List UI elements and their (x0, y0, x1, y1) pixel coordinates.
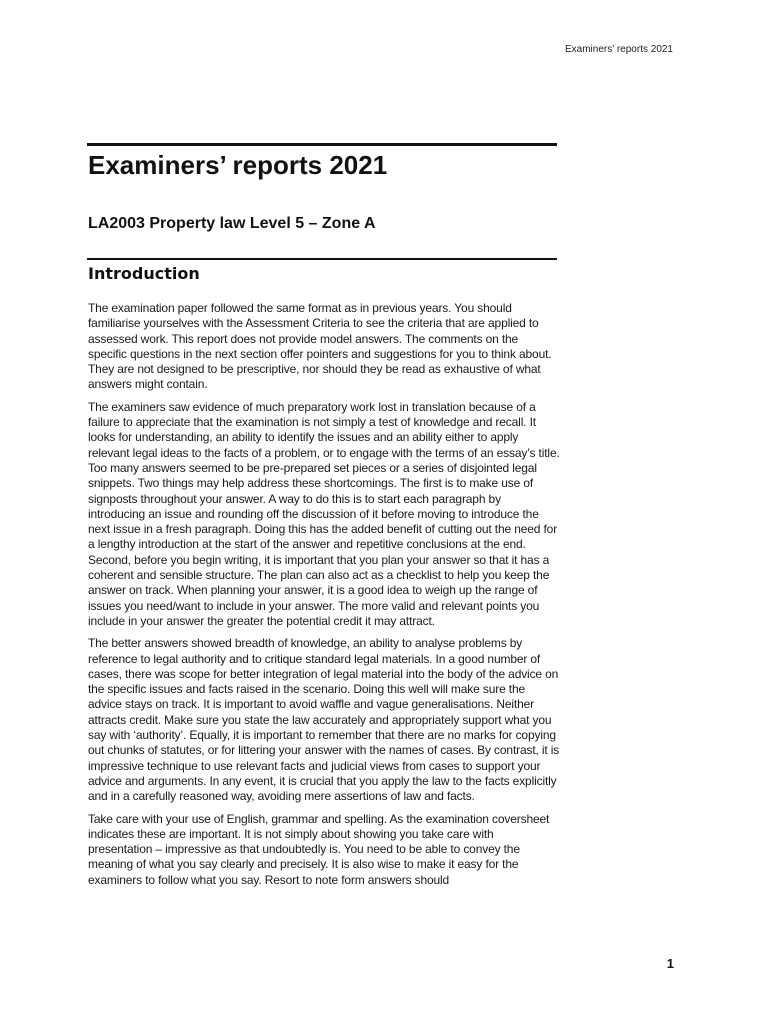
paragraph: The better answers showed breadth of knowledge, an ability to analyse problems by reference to legal authority and to critique standard legal materials. In a good number of cases, there was scope for better integration of legal material into the body of the advice on the specific issues and facts raised in the scenario. Doing this well will make sure the advice stays on track. It is important to avoid waffle and vague generalisations. Neither attracts credit. Make sure you state the law accurately and appropriately support what you say with ‘authority’. Equally, it is important to remember that there are no marks for copying out chunks of statutes, or for littering your answer with the names of cases. By contrast, it is impressive technique to use relevant facts and judicial views from cases to support your advice and arguments. In any event, it is crucial that you apply the law to the facts explicitly and in a carefully reasoned way, avoiding mere assertions of law and facts. (88, 636, 560, 804)
paragraph: Take care with your use of English, grammar and spelling. As the examination coversheet indicates these are important. It is not simply about showing you take care with presentation – impressive as that undoubtedly is. You need to be able to convey the meaning of what you say clearly and precisely. It is also wise to make it easy for the examiners to follow what you say. Resort to note form answers should (88, 811, 550, 887)
section-rule (87, 258, 557, 260)
running-header: Examiners’ reports 2021 (564, 44, 673, 55)
document-subtitle: LA2003 Property law Level 5 – Zone A (88, 215, 376, 232)
section-heading-introduction: Introduction (88, 264, 200, 283)
paragraph: The examiners saw evidence of much preparatory work lost in translation because of a failure to appreciate that the examination is not simply a test of knowledge and recall. It looks for understanding, an ability to identify the issues and an ability either to apply relevant legal ideas to the facts of a problem, or to engage with the terms of an essay’s title. Too many answers seemed to be pre-prepared set pieces or a series of disjointed legal snippets. Two things may help address these shortcomings. The first is to make use of signposts throughout your answer. A way to do this is to start each paragraph by introducing an issue and rounding off the discussion of it before moving to introduce the next issue in a fresh paragraph. Doing this has the added benefit of cutting out the need for a lengthy introduction at the start of the answer and repetitive conclusions at the end. Second, before you begin writing, it is important that you plan your answer so that it has a coherent and sensible structure. The plan can also act as a checklist to help you keep the answer on track. When planning your answer, it is a good idea to weigh up the range of issues you need/want to include in your answer. The more valid and relevant points you include in your answer the greater the potential credit it may attract. (88, 399, 560, 628)
title-top-rule (87, 143, 557, 146)
paragraph: The examination paper followed the same format as in previous years. You should familiarise yourselves with the Assessment Criteria to see the criteria that are applied to assessed work. This report does not provide model answers. The comments on the specific questions in the next section offer pointers and suggestions for you to think about. They are not designed to be prescriptive, nor should they be read as exhaustive of what answers might contain. (88, 301, 552, 392)
introduction-body (88, 301, 560, 895)
document-title: Examiners’ reports 2021 (88, 150, 388, 180)
page-number: 1 (666, 956, 674, 971)
